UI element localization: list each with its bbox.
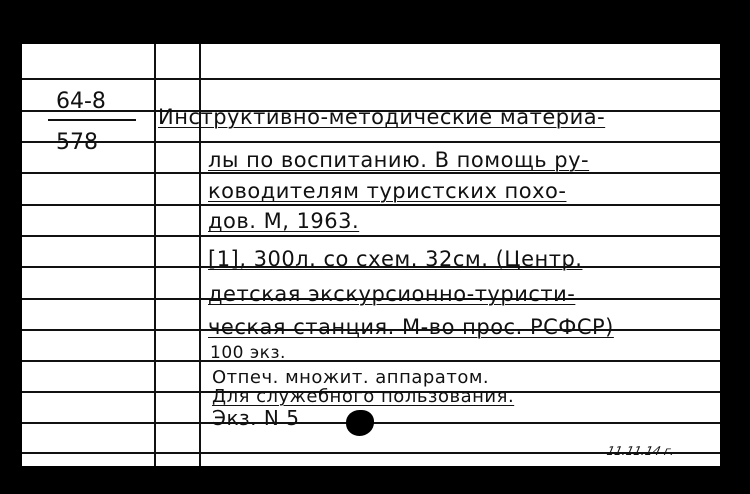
margin-line [154, 44, 156, 466]
entry-line-1: Инструктивно-методические материа- [158, 105, 606, 129]
catalog-card [22, 44, 720, 466]
entry-line-7: ческая станция. М-во прос. РСФСР) [208, 315, 614, 339]
entry-line-9: Отпеч. множит. аппаратом. [212, 367, 490, 388]
date-stamp: 11.11.14 г. [605, 444, 676, 458]
rule-line [22, 172, 720, 174]
ink-blot [346, 410, 374, 436]
rule-line [22, 360, 720, 362]
rule-line [22, 141, 720, 143]
entry-line-8: 100 экз. [210, 343, 286, 363]
entry-line-6: детская экскурсионно-туристи- [208, 282, 576, 306]
rule-line [22, 78, 720, 80]
entry-line-10: Для служебного пользования. [212, 386, 515, 407]
rule-line [22, 204, 720, 206]
call-number-divider [48, 119, 136, 121]
call-number-bottom: 578 [56, 130, 98, 155]
entry-line-11: Экз. N 5 [212, 406, 300, 430]
entry-line-2: лы по воспитанию. В помощь ру- [208, 148, 590, 172]
call-number-top: 64-8 [56, 89, 106, 114]
entry-line-5: [1], 300л. со схем. 32см. (Центр. [208, 247, 583, 271]
entry-line-3: ководителям туристских похо- [208, 179, 567, 203]
rule-line [22, 235, 720, 237]
entry-line-4: дов. М, 1963. [208, 209, 360, 233]
